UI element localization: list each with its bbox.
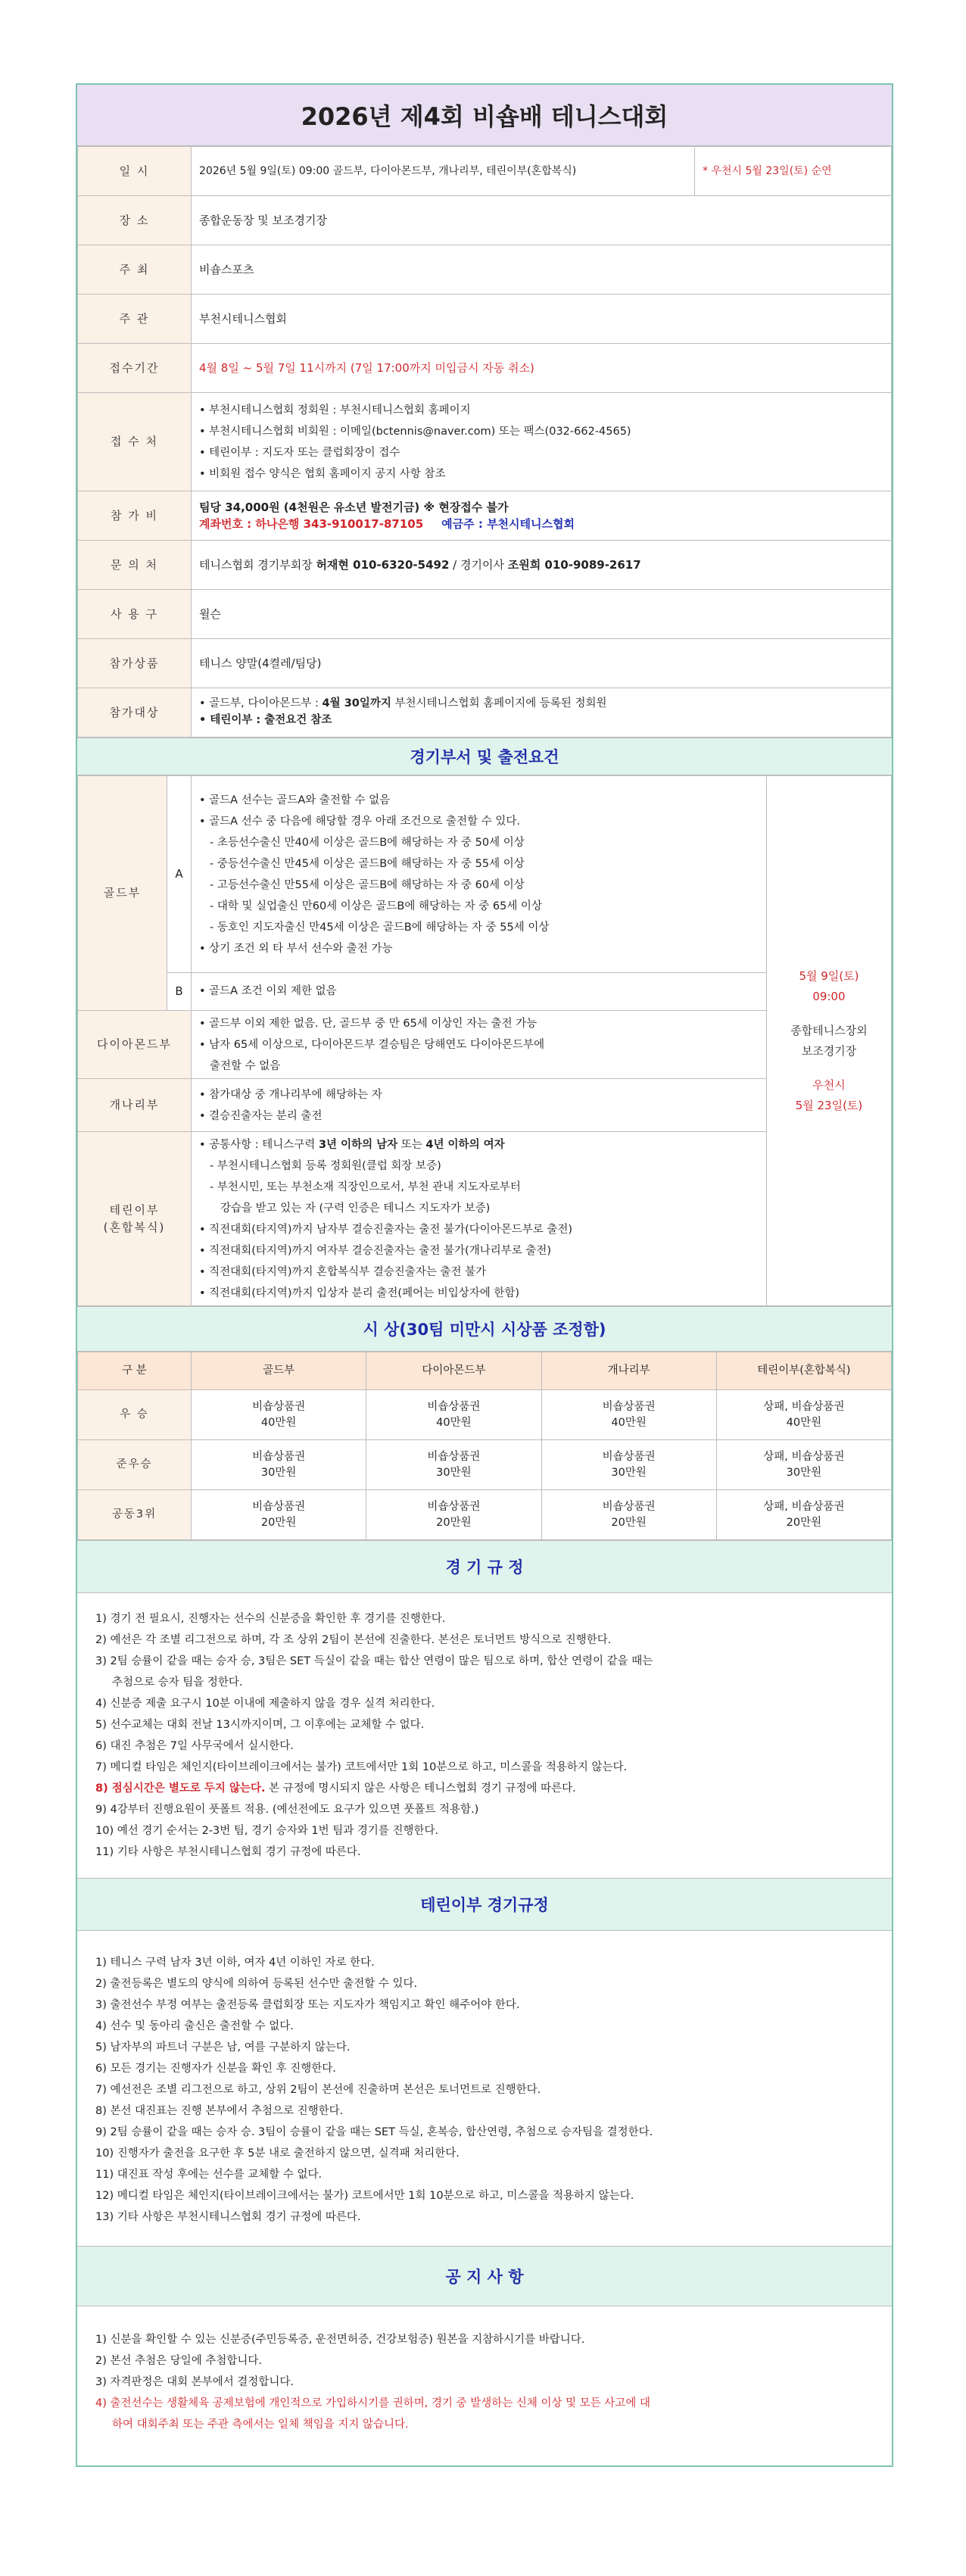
rule-item: 3) 2팀 승률이 같을 때는 승자 승, 3팀은 SET 득실이 같을 때는 합산 연령이 많은 팀으로 하며, 합산 연령이 같을 때는 <box>95 1655 653 1667</box>
section-notice-title: 공 지 사 항 <box>77 2246 892 2306</box>
prize-item: 비숍상품권 <box>252 1451 306 1464</box>
prize-amount: 40만원 <box>611 1416 647 1429</box>
contact-phone-1: 허재현 010-6320-5492 <box>316 557 450 572</box>
poster-title: 2026년 제4회 비숍배 테니스대회 <box>77 85 892 146</box>
list-item: - 동호인 지도자출신 만45세 이상은 골드B에 해당하는 자 중 55세 이상 <box>210 921 550 934</box>
gaenari-division-label: 개나리부 <box>78 1079 192 1132</box>
list-item: - 부천시테니스협회 등록 정회원(클럽 회장 보증) <box>210 1159 441 1172</box>
terini-male-limit: 3년 이하의 남자 <box>318 1138 398 1151</box>
section-terini-rules-title: 테린이부 경기규정 <box>77 1878 892 1931</box>
list-item: • 부천시테니스협회 정회원 : 부천시테니스협회 홈페이지 <box>199 404 471 416</box>
prize-item: 상패, 비숍상품권 <box>763 1451 845 1464</box>
list-item: • 골드A 선수는 골드A와 출전할 수 없음 <box>199 794 391 806</box>
list-item: • 골드A 선수 중 다음에 해당할 경우 아래 조건으로 출전할 수 있다. <box>199 815 520 828</box>
prize-amount: 20만원 <box>260 1516 297 1529</box>
contact-label: 문 의 처 <box>78 541 192 590</box>
rule-item: 4) 신분증 제출 요구시 10분 이내에 제출하지 않을 경우 실격 처리한다. <box>95 1698 435 1710</box>
rule-item: 12) 메디컬 타임은 체인지(타이브레이크에서는 불가) 코트에서만 1회 10분으로 하고, 미스콜을 적용하지 않는다. <box>95 2190 634 2202</box>
list-item: - 대학 및 실업출신 만60세 이상은 골드B에 해당하는 자 중 65세 이상 <box>210 900 542 912</box>
rule-item: 11) 대진표 작성 후에는 선수를 교체할 수 없다. <box>95 2169 323 2181</box>
rule-item: 6) 대진 추첨은 7일 사무국에서 실시한다. <box>95 1740 294 1752</box>
list-item: - 초등선수출신 만40세 이상은 골드B에 해당하는 자 중 50세 이상 <box>210 836 525 849</box>
list-item: • 직전대회(타지역)까지 혼합복식부 결승진출자는 출전 불가 <box>199 1265 487 1278</box>
notice-item: 3) 자격판정은 대회 본부에서 결정합니다. <box>95 2376 294 2388</box>
prize-amount: 20만원 <box>436 1516 472 1529</box>
rule-item: 2) 예선은 각 조별 리그전으로 하며, 각 조 상위 2팀이 본선에 진출한다. 본선은 토너먼트 방식으로 진행한다. <box>95 1634 612 1646</box>
prize-amount: 40만원 <box>436 1416 472 1429</box>
eligibility-label: 참가대상 <box>78 688 192 738</box>
section-divisions-title: 경기부서 및 출전요건 <box>77 738 892 775</box>
prize-item: 비숍상품권 <box>427 1501 481 1514</box>
list-item: 강습을 받고 있는 자 (구력 인증은 테니스 지도자가 보증) <box>220 1202 491 1215</box>
notice-list <box>77 2306 892 2465</box>
diamond-division-label: 다이아몬드부 <box>78 1011 192 1079</box>
list-item: • 부천시테니스협회 비회원 : 이메일(bctennis@naver.com) 또는 팩스(032-662-4565) <box>199 425 631 438</box>
ball-label: 사 용 구 <box>78 590 192 639</box>
rule-item: 5) 남자부의 파트너 구분은 남, 여를 구분하지 않는다. <box>95 2041 351 2054</box>
list-item: • 비회원 접수 양식은 협회 홈페이지 공지 사항 참조 <box>199 467 446 480</box>
table-row <box>78 1490 892 1540</box>
list-item: • 상기 조건 외 타 부서 선수와 출전 가능 <box>199 942 393 955</box>
rule-item: 1) 경기 전 필요시, 진행자는 선수의 신분증을 확인한 후 경기를 진행한다. <box>95 1613 446 1625</box>
terini-division-sublabel: (혼합복식) <box>103 1220 166 1234</box>
account-holder: 예금주 : 부천시테니스협회 <box>441 517 575 531</box>
eligibility-line-1-tail: 부천시테니스협회 홈페이지에 등록된 정회원 <box>391 697 607 710</box>
gold-a-list <box>199 790 759 959</box>
prize-item: 비숍상품권 <box>427 1401 481 1414</box>
section-prize-title: 시 상(30팀 미만시 시상품 조정함) <box>77 1306 892 1352</box>
list-item: • 골드부 이외 제한 없음. 단, 골드부 중 만 65세 이상인 자는 출전 가능 <box>199 1017 538 1030</box>
terini-female-limit: 4년 이하의 여자 <box>425 1138 505 1151</box>
prize-amount: 40만원 <box>260 1416 297 1429</box>
reception-label: 접 수 처 <box>78 393 192 491</box>
list-item: • 직전대회(타지역)까지 여자부 결승진출자는 출전 불가(개나리부로 출전) <box>199 1244 552 1257</box>
prize-amount: 30만원 <box>611 1466 647 1479</box>
section-rules-title: 경 기 규 정 <box>77 1540 892 1593</box>
notice-item: 하여 대회주최 또는 주관 측에서는 일체 책임을 지지 않습니다. <box>112 2419 409 2431</box>
list-item: • 남자 65세 이상으로, 다이아몬드부 결승팀은 당해연도 다이아몬드부에 <box>199 1038 545 1051</box>
date-label: 일 시 <box>78 147 192 196</box>
rain-date-note: * 우천시 5월 23일(토) 순연 <box>695 147 892 196</box>
rule-item: 4) 선수 및 동아리 출신은 출전할 수 없다. <box>95 2020 294 2032</box>
host-label: 주 최 <box>78 245 192 295</box>
venue-label: 장 소 <box>78 196 192 245</box>
bank-account: 계좌번호 : 하나은행 343-910017-87105 <box>199 517 424 531</box>
period-value: 4월 8일 ~ 5월 7일 11시까지 (7일 17:00까지 미입금시 자동 취소) <box>192 344 892 393</box>
prize-amount: 20만원 <box>786 1516 822 1529</box>
schedule-place-2: 보조경기장 <box>801 1043 857 1058</box>
notice-item: 4) 출전선수는 생활체육 공제보험에 개인적으로 가입하시기를 권하며, 경기 중 발생하는 신체 이상 및 모든 사고에 대 <box>95 2397 650 2409</box>
reception-list <box>199 400 883 485</box>
tournament-poster <box>76 83 893 2467</box>
organizer-label: 주 관 <box>78 295 192 344</box>
list-item: • 직전대회(타지역)까지 남자부 결승진출자는 출전 불가(다이아몬드부로 출전) <box>199 1223 573 1236</box>
prize-amount: 30만원 <box>786 1466 822 1479</box>
list-item: - 부천시민, 또는 부천소재 직장인으로서, 부천 관내 지도자로부터 <box>210 1180 521 1193</box>
schedule-time: 09:00 <box>812 989 846 1003</box>
prize-amount: 30만원 <box>260 1466 297 1479</box>
ball-value: 윌슨 <box>192 590 892 639</box>
gold-division-label: 골드부 <box>78 776 167 1011</box>
rule-lunch: 8) 점심시간은 별도로 두지 않는다. <box>95 1782 266 1795</box>
prize-item: 비숍상품권 <box>252 1501 306 1514</box>
contact-mid: / 경기이사 <box>449 557 508 572</box>
diamond-list <box>199 1013 759 1077</box>
rule-item: 5) 선수교체는 대회 전날 13시까지이며, 그 이후에는 교체할 수 없다. <box>95 1719 425 1731</box>
rules-list <box>77 1593 892 1878</box>
schedule-place-1: 종합테니스장외 <box>790 1023 868 1037</box>
prize-header: 다이아몬드부 <box>366 1352 541 1390</box>
rule-item: 1) 테니스 구력 남자 3년 이하, 여자 4년 이하인 자로 한다. <box>95 1957 375 1969</box>
rule-item: 10) 진행자가 출전을 요구한 후 5분 내로 출전하지 않으면, 실격패 처리한다. <box>95 2147 460 2160</box>
gift-label: 참가상품 <box>78 639 192 688</box>
divisions-table <box>77 775 892 1306</box>
organizer-value: 부천시테니스협회 <box>192 295 892 344</box>
info-table <box>77 146 892 738</box>
prize-table <box>77 1352 892 1540</box>
notice-item: 1) 신분을 확인할 수 있는 신분증(주민등록증, 운전면허증, 건강보험증) 원본을 지참하시기를 바랍니다. <box>95 2334 585 2346</box>
prize-item: 상패, 비숍상품권 <box>763 1501 845 1514</box>
list-item: - 고등선수출신 만55세 이상은 골드B에 해당하는 자 중 60세 이상 <box>210 878 525 891</box>
prize-item: 비숍상품권 <box>602 1501 656 1514</box>
list-item: • 테린이부 : 지도자 또는 클럽회장이 접수 <box>199 446 400 459</box>
rule-item: 11) 기타 사항은 부천시테니스협회 경기 규정에 따른다. <box>95 1846 361 1858</box>
contact-phone-2: 조원희 010-9089-2617 <box>507 557 641 572</box>
schedule-rain-date: 5월 23일(토) <box>795 1098 863 1112</box>
rule-item: 7) 메디컬 타임은 체인지(타이브레이크에서는 불가) 코트에서만 1회 10분으로 하고, 미스콜을 적용하지 않는다. <box>95 1761 628 1773</box>
prize-header: 개나리부 <box>541 1352 716 1390</box>
rule-item: 6) 모든 경기는 진행자가 신분을 확인 후 진행한다. <box>95 2063 336 2075</box>
rule-item: 13) 기타 사항은 부천시테니스협회 경기 규정에 따른다. <box>95 2211 361 2223</box>
gaenari-list <box>199 1084 759 1127</box>
rule-item: 8) 본선 대진표는 진행 본부에서 추첨으로 진행한다. <box>95 2105 344 2117</box>
rule-item: 10) 예선 경기 순서는 2-3번 팀, 경기 승자와 1번 팀과 경기를 진행한다. <box>95 1825 439 1837</box>
schedule-date: 5월 9일(토) <box>799 968 859 983</box>
prize-rank: 공동3위 <box>78 1490 192 1540</box>
rule-item: 7) 예선전은 조별 리그전으로 하고, 상위 2팀이 본선에 진출하며 본선은 토너먼트로 진행한다. <box>95 2084 541 2096</box>
period-label: 접수기간 <box>78 344 192 393</box>
prize-rank: 준우승 <box>78 1440 192 1490</box>
terini-rules-list <box>77 1931 892 2246</box>
host-value: 비숍스포츠 <box>192 245 892 295</box>
list-item <box>199 1134 759 1155</box>
prize-header: 구 분 <box>78 1352 192 1390</box>
list-item: • 직전대회(타지역)까지 입상자 분리 출전(페어는 비입상자에 한함) <box>199 1286 520 1299</box>
rule-item: 9) 4강부터 진행요원이 풋폴트 적용. (예선전에도 요구가 있으면 풋폴트 적용함.) <box>95 1804 479 1816</box>
venue-value: 종합운동장 및 보조경기장 <box>192 196 892 245</box>
eligibility-line-2: • 테린이부 : 출전요건 참조 <box>199 714 332 726</box>
rule-item: 9) 2팀 승률이 같을 때는 승자 승. 3팀이 승률이 같을 때는 SET 득실, 혼복승, 합산연령, 추첨으로 승자팀을 결정한다. <box>95 2126 653 2138</box>
eligibility-line-1: • 골드부, 다이아몬드부 : <box>199 697 323 710</box>
notice-item: 2) 본선 추첨은 당일에 추첨합니다. <box>95 2355 263 2367</box>
rule-item <box>95 1778 874 1799</box>
terini-common: • 공통사항 : 테니스구력 <box>199 1138 319 1151</box>
terini-division-label: 테린이부 <box>109 1203 160 1217</box>
gold-a-label: A <box>167 776 192 973</box>
gold-b-label: B <box>167 973 192 1011</box>
rule-item: 추첨으로 승자 팀을 정한다. <box>112 1676 243 1689</box>
table-row <box>78 1440 892 1490</box>
prize-amount: 20만원 <box>611 1516 647 1529</box>
list-item: • 결승진출자는 분리 출전 <box>199 1109 323 1122</box>
rule-lunch-tail: 본 규정에 명시되지 않은 사항은 테니스협회 경기 규정에 따른다. <box>265 1782 576 1795</box>
prize-amount: 40만원 <box>786 1416 822 1429</box>
terini-or: 또는 <box>397 1138 426 1151</box>
prize-item: 비숍상품권 <box>427 1451 481 1464</box>
prize-item: 상패, 비숍상품권 <box>763 1401 845 1414</box>
prize-item: 비숍상품권 <box>602 1401 656 1414</box>
list-item: 출전할 수 없음 <box>210 1059 281 1072</box>
table-row <box>78 1390 892 1440</box>
terini-list <box>199 1134 759 1304</box>
gold-b-item: • 골드A 조건 이외 제한 없음 <box>192 973 767 1011</box>
rule-item: 2) 출전등록은 별도의 양식에 의하여 등록된 선수만 출전할 수 있다. <box>95 1978 418 1990</box>
prize-amount: 30만원 <box>436 1466 472 1479</box>
prize-item: 비숍상품권 <box>252 1401 306 1414</box>
eligibility-deadline: 4월 30일까지 <box>322 697 391 710</box>
list-item: - 중등선수출신 만45세 이상은 골드B에 해당하는 자 중 55세 이상 <box>210 857 525 870</box>
fee-label: 참 가 비 <box>78 491 192 541</box>
schedule-rain: 우천시 <box>812 1077 846 1092</box>
prize-header: 골드부 <box>192 1352 366 1390</box>
fee-line: 팀당 34,000원 (4천원은 유소년 발전기금) ※ 현장접수 불가 <box>199 500 509 514</box>
prize-item: 비숍상품권 <box>602 1451 656 1464</box>
gift-value: 테니스 양말(4켤레/팀당) <box>192 639 892 688</box>
contact-prefix: 테니스협회 경기부회장 <box>199 557 316 572</box>
prize-rank: 우 승 <box>78 1390 192 1440</box>
date-value: 2026년 5월 9일(토) 09:00 골드부, 다이아몬드부, 개나리부, 테린이부(혼합복식) <box>192 147 695 196</box>
list-item: • 참가대상 중 개나리부에 해당하는 자 <box>199 1088 382 1101</box>
rule-item: 3) 출전선수 부정 여부는 출전등록 클럽회장 또는 지도자가 책임지고 확인 해주어야 한다. <box>95 1999 520 2011</box>
prize-header: 테린이부(혼합복식) <box>716 1352 891 1390</box>
